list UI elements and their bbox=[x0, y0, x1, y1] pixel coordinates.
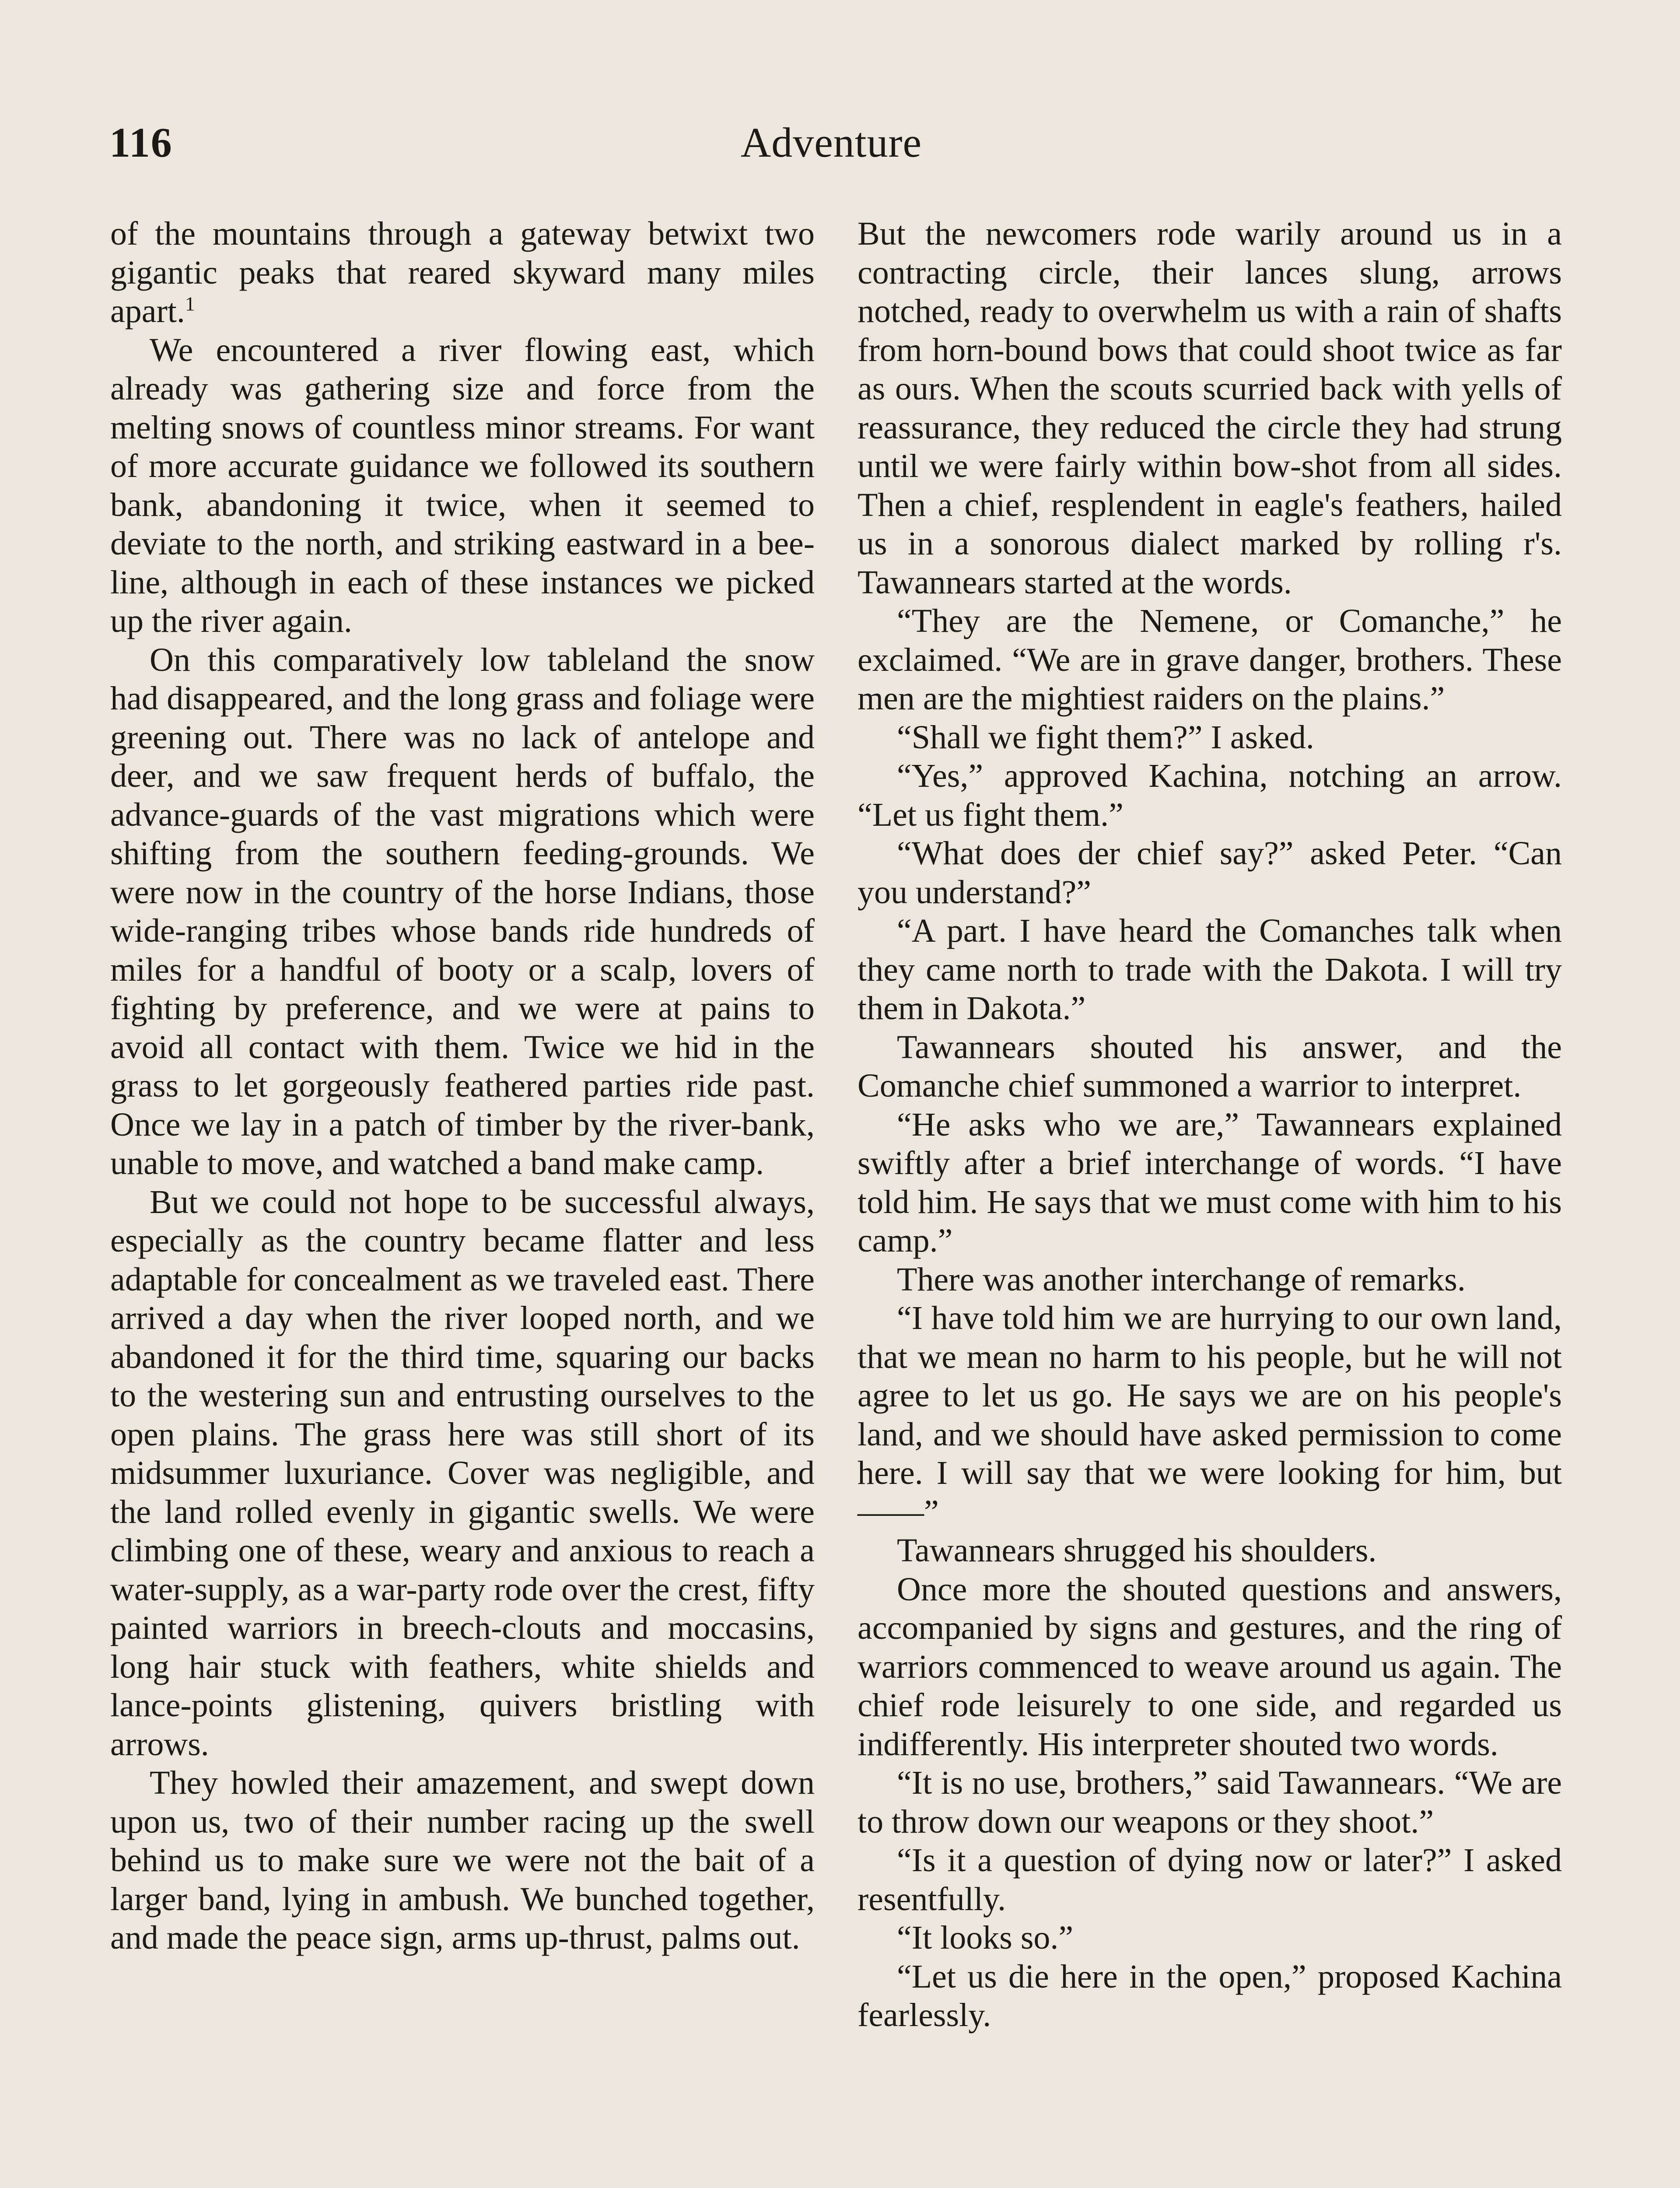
paragraph: They howled their amazement, and swept down upon us, two of their number racing up the swell behind us to make sure we were not the bait of a larger band, lying in ambush. We bunched together, and made the peace sign, arms up-thrust, palms out. bbox=[110, 1764, 815, 1956]
paragraph: On this comparatively low tableland the snow had disappeared, and the long grass and foliage were greening out. There was no lack of antelope and deer, and we saw frequent herds of buffalo, the advance-guards of the vast migrations which were shifting from the southern feeding-grounds. We were now in the country of the horse Indians, those wide-ranging tribes whose bands ride hundreds of miles for a handful of booty or a scalp, lovers of fighting by preference, and we were at pains to avoid all contact with them. Twice we hid in the grass to let gorgeously feathered parties ride past. Once we lay in a patch of timber by the river-bank, unable to move, and watched a band make camp. bbox=[110, 641, 815, 1182]
paragraph-text: of the mountains through a gateway betwixt two gigantic peaks that reared skyward many miles apart. bbox=[110, 215, 815, 330]
right-column bbox=[858, 214, 1562, 2035]
paragraph: “Is it a question of dying now or later?” I asked resentfully. bbox=[858, 1842, 1562, 1918]
paragraph: “It is no use, brothers,” said Tawannears. “We are to throw down our weapons or they shoot.” bbox=[858, 1764, 1562, 1840]
paragraph: Tawannears shouted his answer, and the Comanche chief summoned a warrior to interpret. bbox=[858, 1028, 1562, 1104]
paragraph: “Yes,” approved Kachina, notching an arrow. “Let us fight them.” bbox=[858, 757, 1562, 833]
footnote-reference: 1 bbox=[185, 292, 195, 315]
paragraph: Tawannears shrugged his shoulders. bbox=[897, 1532, 1377, 1569]
paragraph: We encountered a river flowing east, which already was gathering size and force from the melting snows of countless minor streams. For want of more accurate guidance we followed its southern bank, abandoning it twice, when it seemed to deviate to the north, and striking eastward in a bee-line, although in each of these instances we picked up the river again. bbox=[110, 331, 815, 639]
page-number: 116 bbox=[109, 119, 173, 166]
paragraph: But the newcomers rode warily around us in a contracting circle, their lances slung, arrows notched, ready to overwhelm us with a rain of shafts from horn-bound bows that could shoot twice as far as ours. When the scouts scurried back with yells of reassurance, they reduced the circle they had strung until we were fairly within bow-shot from all sides. Then a chief, resplendent in eagle's feathers, hailed us in a sonorous dialect marked by rolling r's. Tawannears started at the words. bbox=[858, 215, 1562, 601]
paragraph: “I have told him we are hurrying to our own land, that we mean no harm to his people, but he will not agree to let us go. He says we are on his people's land, and we should have asked permission to come here. I will say that we were looking for him, but——” bbox=[858, 1300, 1562, 1530]
paragraph: “A part. I have heard the Comanches talk when they came north to trade with the Dakota. I will try them in Dakota.” bbox=[858, 912, 1562, 1027]
paragraph: There was another interchange of remarks. bbox=[897, 1261, 1466, 1298]
paragraph bbox=[110, 214, 815, 331]
paragraph: “Let us die here in the open,” proposed Kachina fearlessly. bbox=[858, 1958, 1562, 2034]
paragraph: But we could not hope to be successful always, especially as the country became flatter and less adaptable for concealment as we traveled east. There arrived a day when the river looped north, and we abandoned it for the third time, squaring our backs to the westering sun and entrusting ourselves to the open plains. The grass here was still short of its midsummer luxuriance. Cover was negligible, and the land rolled evenly in gigantic swells. We were climbing one of these, weary and anxious to reach a water-supply, as a war-party rode over the crest, fifty painted warriors in breech-clouts and moccasins, long hair stuck with feathers, white shields and lance-points glistening, quivers bristling with arrows. bbox=[110, 1183, 815, 1763]
running-title: Adventure bbox=[740, 119, 922, 166]
paragraph: “They are the Nemene, or Comanche,” he exclaimed. “We are in grave danger, brothers. These men are the mightiest raiders on the plains.” bbox=[858, 603, 1562, 717]
paragraph: Once more the shouted questions and answers, accompanied by signs and gestures, and the ring of warriors commenced to weave around us again. The chief rode leisurely to one side, and regarded us indifferently. His interpreter shouted two words. bbox=[858, 1571, 1562, 1763]
paragraph: “It looks so.” bbox=[897, 1919, 1074, 1956]
paragraph: “What does der chief say?” asked Peter. “Can you understand?” bbox=[858, 835, 1562, 911]
paragraph: “Shall we fight them?” I asked. bbox=[897, 719, 1314, 756]
left-column bbox=[110, 214, 815, 1957]
paragraph: “He asks who we are,” Tawannears explained swiftly after a brief interchange of words. “I have told him. He says that we must come with him to his camp.” bbox=[858, 1106, 1562, 1259]
